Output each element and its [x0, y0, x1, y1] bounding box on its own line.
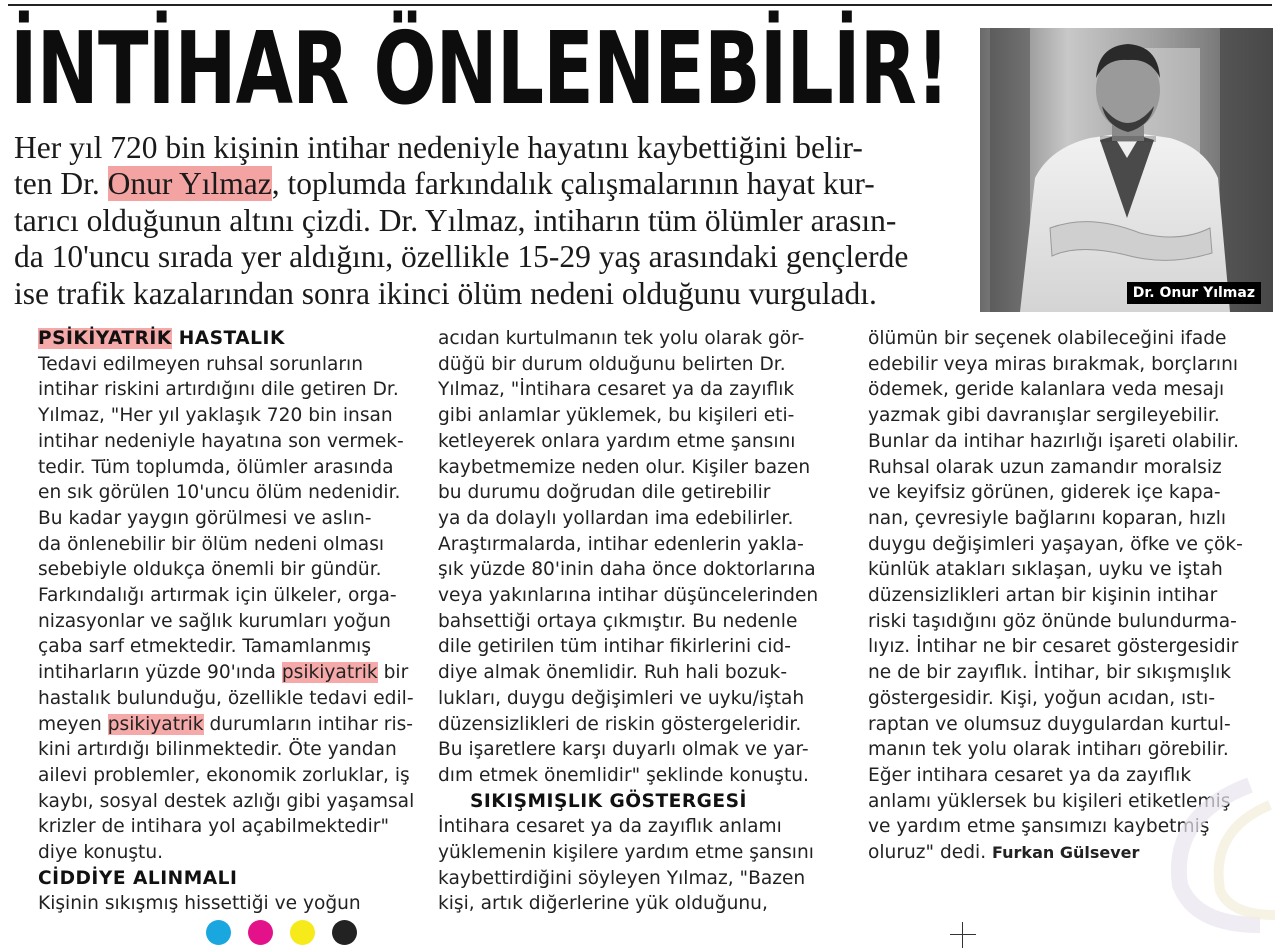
text-line: ve keyifsiz görünen, giderek içe kapa- — [868, 482, 1221, 504]
portrait-image — [980, 28, 1273, 312]
text-line: ya da dolaylı yollardan ima edebilirler. — [438, 507, 794, 529]
lead-line: da 10'uncu sırada yer aldığını, özellikle 15-29 yaş arasındaki gençlerde — [14, 239, 909, 275]
subheading-highlight: PSİKİYATRİK — [38, 328, 172, 349]
text-line: Bu işaretlere karşı duyarlı olmak ve yar- — [438, 739, 809, 761]
text-line — [38, 712, 418, 738]
yellow-dot — [290, 920, 315, 945]
top-rule — [8, 4, 1272, 6]
text-line: Tedavi edilmeyen ruhsal sorunların — [38, 353, 363, 375]
text-line: şık yüzde 80'inin daha önce doktorlarına — [438, 559, 816, 581]
text-line: göstergesidir. Kişi, yoğun acıdan, ıstı- — [868, 687, 1216, 709]
text-line: da önlenebilir bir ölüm nedeni olması — [38, 533, 385, 555]
text-line: anlamı yüklersek bu kişileri etiketlemiş — [868, 790, 1231, 812]
text-line: Eğer intihara cesaret ya da zayıflık — [868, 764, 1192, 786]
subheading: CİDDİYE ALINMALI — [38, 867, 238, 889]
text-line: dım etmek önemlidir" şeklinde konuştu. — [438, 764, 809, 786]
author-byline: Furkan Gülsever — [992, 843, 1140, 863]
text-line: nizasyonlar ve sağlık kurumları yoğun — [38, 610, 391, 632]
text-line: manın tek yolu olarak intiharı görebilir. — [868, 739, 1229, 761]
text-line: kini artırdığı bilinmektedir. Öte yandan — [38, 739, 397, 761]
text-line: raptan ve olumsuz duygulardan kurtul- — [868, 713, 1231, 735]
text-line: ne de bir zayıflık. İntihar, bir sıkışmışlık — [868, 662, 1232, 684]
subheading-text: HASTALIK — [171, 328, 285, 349]
text-line: lıyız. İntihar ne bir cesaret göstergesidir — [868, 636, 1239, 658]
magenta-dot — [248, 920, 273, 945]
text-line: yüklemenin kişilere yardım etme şansını — [438, 842, 814, 864]
highlighted-word: psikiyatrik — [281, 662, 378, 684]
text-line: ölümün bir seçenek olabileceğini ifade — [868, 328, 1227, 349]
text-line: intihar nedeniyle hayatına son vermek- — [38, 430, 404, 452]
lead-line — [14, 166, 964, 202]
photo-caption: Dr. Onur Yılmaz — [1127, 282, 1261, 304]
lead-paragraph — [14, 130, 964, 312]
text-line: en sık görülen 10'uncu ölüm nedenidir. — [38, 482, 401, 504]
headline: İNTİHAR ÖNLENEBİLİR! — [10, 10, 950, 127]
text-line: riski taşıdığını göz önünde bulundurma- — [868, 610, 1237, 632]
text-line: sebebiyle oldukça önemli bir gündür. — [38, 559, 382, 581]
text-line: diye konuştu. — [38, 842, 164, 864]
article-column-2 — [438, 326, 838, 917]
text-line: acıdan kurtulmanın tek yolu olarak gör- — [438, 328, 805, 349]
text-line — [38, 660, 418, 686]
text-line: krizler de intihara yol açabilmektedir" — [38, 816, 390, 838]
text-line: kaybettirdiğini söyleyen Yılmaz, "Bazen — [438, 867, 806, 889]
text-line: ailevi problemler, ekonomik zorluklar, iş — [38, 764, 410, 786]
text-line: künlük atakları sıklaşan, uyku ve iştah — [868, 559, 1223, 581]
text-line: nan, çevresiyle bağlarını koparan, hızlı — [868, 507, 1227, 529]
highlighted-word: psikiyatrik — [107, 713, 204, 735]
text-line: ödemek, geride kalanlara veda mesajı — [868, 379, 1225, 401]
text-line: çaba sarf etmektedir. Tamamlanmış — [38, 636, 372, 658]
text-line: kaybetmemize neden olur. Kişiler bazen — [438, 456, 811, 478]
text-fragment: bir — [377, 662, 409, 684]
text-line: Bunlar da intihar hazırlığı işareti olabilir. — [868, 430, 1240, 452]
lead-line: ise trafik kazalarından sonra ikinci ölüm nedeni olduğunu vurguladı. — [14, 275, 877, 311]
text-line: dile getirilen tüm intihar fikirlerini cid- — [438, 636, 791, 658]
text-line: intihar riskini artırdığını dile getiren Dr. — [38, 379, 399, 401]
registration-cross-icon — [950, 922, 976, 948]
lead-text: , toplumda farkındalık çalışmalarının hayat kur- — [271, 166, 875, 202]
text-line: Araştırmalarda, intihar edenlerin yakla- — [438, 533, 804, 555]
text-line: kişi, artık diğerlerine yük olduğunu, — [438, 893, 768, 915]
subheading — [38, 326, 418, 352]
text-line: Bu kadar yaygın görülmesi ve aslın- — [38, 507, 372, 529]
text-line: İntihara cesaret ya da zayıflık anlamı — [438, 816, 782, 838]
text-line: yazmak gibi davranışlar sergileyebilir. — [868, 405, 1220, 427]
watermark-swirl — [1150, 775, 1280, 935]
highlighted-name: Onur Yılmaz — [107, 166, 272, 202]
lead-line: Her yıl 720 bin kişinin intihar nedeniyle hayatını kaybettiğini belir- — [14, 130, 863, 165]
text-line: gibi anlamlar yüklemek, bu kişileri eti- — [438, 405, 795, 427]
text-line: bu durumu doğrudan dile getirebilir — [438, 482, 771, 504]
text-line: kaybı, sosyal destek azlığı gibi yaşamsal — [38, 790, 415, 812]
doctor-photo — [980, 28, 1273, 312]
article-column-1 — [38, 326, 418, 917]
text-line: tedir. Tüm toplumda, ölümler arasında — [38, 456, 394, 478]
text-fragment: durumların intihar ris- — [203, 713, 414, 735]
text-line: Farkındalığı artırmak için ülkeler, orga- — [38, 585, 397, 607]
text-fragment: intiharların yüzde 90'ında — [38, 662, 282, 684]
black-dot — [332, 920, 357, 945]
text-line: düğü bir durum olduğunu belirten Dr. — [438, 353, 786, 375]
text-fragment: meyen — [38, 713, 108, 735]
text-line: duygu değişimleri yaşayan, öfke ve çök- — [868, 533, 1243, 555]
text-line: hastalık bulunduğu, özellikle tedavi edil- — [38, 687, 414, 709]
text-line: Yılmaz, "Her yıl yaklaşık 720 bin insan — [38, 405, 393, 427]
text-line: Kişinin sıkışmış hissettiği ve yoğun — [38, 893, 361, 915]
text-line: bahsettiği ortaya çıkmıştır. Bu nedenle — [438, 610, 798, 632]
cyan-dot — [206, 920, 231, 945]
text-line: Yılmaz, "İntihara cesaret ya da zayıflık — [438, 379, 795, 401]
text-fragment: oluruz" dedi. — [868, 842, 993, 864]
lead-line: tarıcı olduğunun altını çizdi. Dr. Yılmaz, intiharın tüm ölümler arasın- — [14, 202, 897, 238]
text-line: lukları, duygu değişimleri ve uyku/iştah — [438, 687, 805, 709]
print-registration-dots — [206, 920, 357, 946]
subheading: SIKIŞMIŞLIK GÖSTERGESİ — [470, 790, 747, 812]
text-line: ketleyerek onlara yardım etme şansını — [438, 430, 796, 452]
text-line: düzensizlikleri de riskin göstergeleridir. — [438, 713, 802, 735]
text-line: düzensizlikleri artan bir kişinin intihar — [868, 585, 1218, 607]
text-line: ve yardım etme şansımızı kaybetmiş — [868, 816, 1210, 838]
text-line: veya yakınlarına intihar düşüncelerinden — [438, 585, 819, 607]
text-line: edebilir veya miras bırakmak, borçlarını — [868, 353, 1239, 375]
lead-text: ten Dr. — [14, 166, 108, 202]
text-line: Ruhsal olarak uzun zamandır moralsiz — [868, 456, 1222, 478]
text-line: diye almak önemlidir. Ruh hali bozuk- — [438, 662, 788, 684]
